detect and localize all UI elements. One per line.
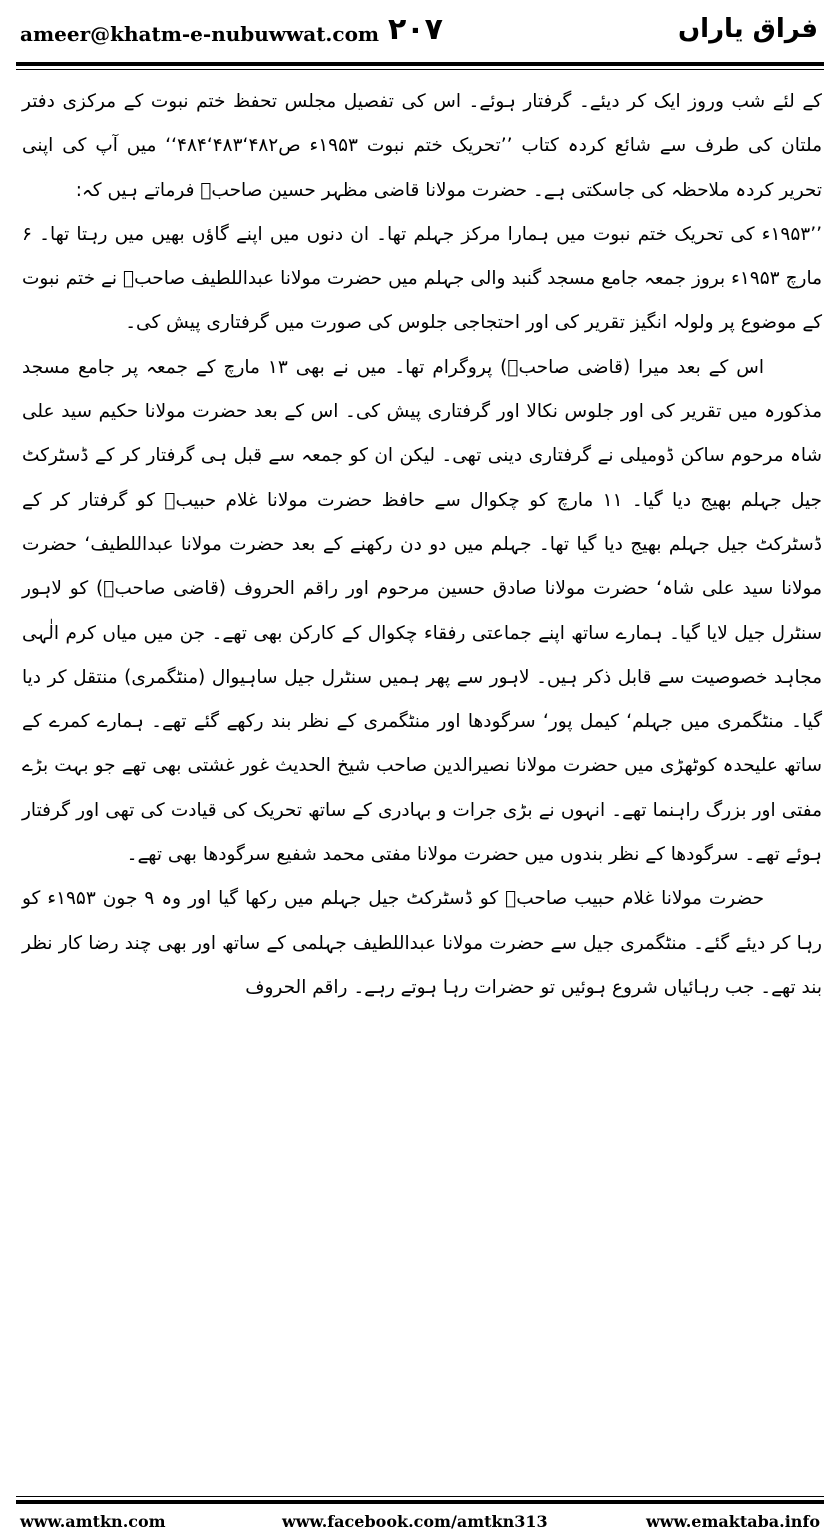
paragraph-quote-start: ’’۱۹۵۳ء کی تحریک ختم نبوت میں ہمارا مرکز جہلم تھا۔ ان دنوں میں اپنے گاؤں بھیں میں رہتا تھا۔ ۶ مارچ ۱۹۵۳ء بروز جمعہ جامع مسجد گنبد والی جہلم میں حضرت مولانا عبداللطیف صاحبؒ نے ختم نبوت کے موضوع پر ولولہ انگیز تقریر کی اور احتجاجی جلوس کی صورت میں گرفتاری پیش کی۔ xyxy=(22,223,822,334)
page-footer xyxy=(20,1512,820,1536)
footer-link-facebook[interactable]: www.facebook.com/amtkn313 xyxy=(282,1512,548,1531)
book-title: فراق یاراں xyxy=(677,14,818,44)
page-number: ۲۰۷ xyxy=(388,12,443,47)
page-body xyxy=(22,80,822,1010)
header-rule xyxy=(16,62,824,70)
footer-link-emaktaba[interactable]: www.emaktaba.info xyxy=(646,1512,820,1531)
paragraph-intro: کے لئے شب وروز ایک کر دیئے۔ گرفتار ہوئے۔ اس کی تفصیل مجلس تحفظ ختم نبوت کے مرکزی دفتر ملتان کی طرف سے شائع کردہ کتاب ’’تحریک ختم نبوت ۱۹۵۳ء ص۴۸۲‘۴۸۳‘۴۸۴‘‘ میں آپ کی اپنی تحریر کردہ ملاحظہ کی جاسکتی ہے۔ حضرت مولانا قاضی مظہر حسین صاحبؒ فرماتے ہیں کہ: xyxy=(22,91,822,201)
paragraph-release: حضرت مولانا غلام حبیب صاحبؒ کو ڈسٹرکٹ جیل جہلم میں رکھا گیا اور وہ ۹ جون ۱۹۵۳ء کو رہا کر دیئے گئے۔ منٹگمری جیل سے حضرت مولانا عبداللطیف جہلمی کے ساتھ اور بھی چند رضا کار نظر بند تھے۔ جب رہائیاں شروع ہوئیں تو حضرات رہا ہوتے رہے۔ راقم الحروف xyxy=(22,888,822,998)
paragraph-quote-continued: اس کے بعد میرا (قاضی صاحبؒ) پروگرام تھا۔ میں نے بھی ۱۳ مارچ کے جمعہ پر جامع مسجد مذکورہ میں تقریر کی اور جلوس نکالا اور گرفتاری پیش کی۔ اس کے بعد حضرت مولانا حکیم سید علی شاہ مرحوم ساکن ڈومیلی نے گرفتاری دینی تھی۔ لیکن ان کو جمعہ سے قبل ہی گرفتار کر کے ڈسٹرکٹ جیل جہلم بھیج دیا گیا۔ ۱۱ مارچ کو چکوال سے حافظ حضرت مولانا غلام حبیبؒ کو گرفتار کر کے ڈسٹرکٹ جیل جہلم بھیج دیا گیا تھا۔ جہلم میں دو دن رکھنے کے بعد حضرت مولانا عبداللطیف‘ حضرت مولانا سید علی شاہ‘ حضرت مولانا صادق حسین مرحوم اور راقم الحروف (قاضی صاحبؒ) کو لاہور سنٹرل جیل لایا گیا۔ ہمارے ساتھ اپنے جماعتی رفقاء چکوال کے کارکن بھی تھے۔ جن میں میاں کرم الٰہی مجاہد خصوصیت سے قابل ذکر ہیں۔ لاہور سے پھر ہمیں سنٹرل جیل ساہیوال (منٹگمری) منتقل کر دیا گیا۔ منٹگمری میں جہلم‘ کیمل پور‘ سرگودھا اور منٹگمری کے نظر بند رکھے گئے تھے۔ ہمارے کمرے کے ساتھ علیحدہ کوٹھڑی میں حضرت مولانا نصیرالدین صاحب شیخ الحدیث غور غشتی بھی تھے جو بہت بڑے مفتی اور بزرگ راہنما تھے۔ انہوں نے بڑی جرات و بہادری کے ساتھ تحریک کی قیادت کی تھی اور گرفتار ہوئے تھے۔ سرگودھا کے نظر بندوں میں حضرت مولانا مفتی محمد شفیع سرگودھا بھی تھے۔ xyxy=(22,356,822,866)
page-header xyxy=(20,14,820,60)
header-email: ameer@khatm-e-nubuwwat.com xyxy=(20,22,380,46)
footer-link-amtkn[interactable]: www.amtkn.com xyxy=(20,1512,166,1531)
footer-rule xyxy=(16,1496,824,1504)
